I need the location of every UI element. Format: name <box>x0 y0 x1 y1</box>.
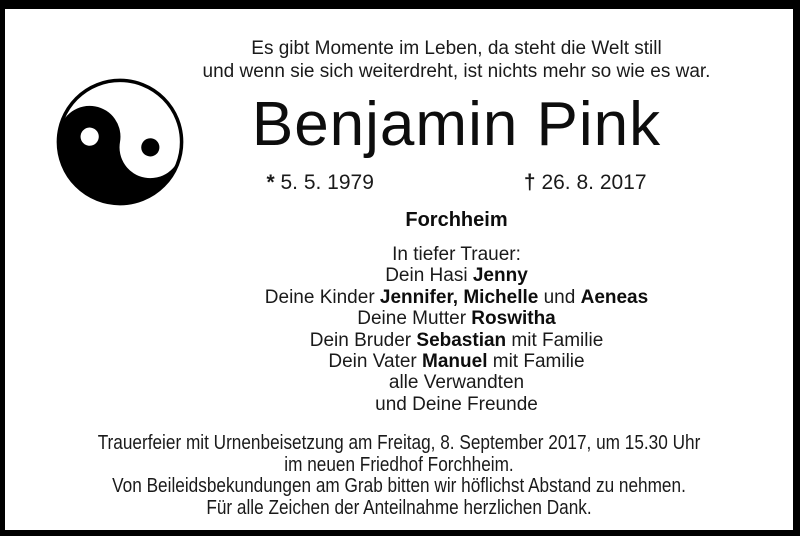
mourning-text: Deine Kinder <box>264 286 380 308</box>
mourning-text: Dein Hasi <box>385 265 473 287</box>
birth-date <box>266 171 373 195</box>
mourning-text: Deine Mutter <box>357 308 472 330</box>
mourning-name: Roswitha <box>471 308 556 330</box>
mourning-lines <box>120 265 793 415</box>
funeral-line: Für alle Zeichen der Anteilnahme herzlichen Dank. <box>206 496 592 519</box>
mourning-line <box>120 330 793 351</box>
quote-line-2: und wenn sie sich weiterdreht, ist nichts mehr so wie es war. <box>202 61 711 82</box>
death-date <box>524 171 647 195</box>
mourning-text: und Deine Freunde <box>375 393 538 415</box>
mourning-text: mit Familie <box>487 351 585 373</box>
mourning-text: alle Verwandten <box>388 372 525 394</box>
mourning-name: Manuel <box>422 351 488 373</box>
birth-date-value: 5. 5. 1979 <box>280 171 374 194</box>
mourning-name: Jennifer, Michelle <box>379 286 539 308</box>
life-dates <box>5 171 793 195</box>
funeral-line: Trauerfeier mit Urnenbeisetzung am Freitag, 8. September 2017, um 15.30 Uhr <box>97 432 701 454</box>
mourning-name: Sebastian <box>416 329 507 351</box>
mourning-line <box>120 351 793 372</box>
city-name: Forchheim <box>405 209 508 231</box>
quote-line-1: Es gibt Momente im Leben, da steht die Welt still <box>251 38 662 59</box>
mourning-name: Jenny <box>472 265 528 287</box>
mourning-line <box>120 287 793 308</box>
funeral-info <box>60 433 738 519</box>
mourning-text: und <box>538 286 581 308</box>
birth-star-symbol: * <box>266 171 275 194</box>
mourning-name: Aeneas <box>580 286 649 308</box>
funeral-line: im neuen Friedhof Forchheim. <box>284 453 514 476</box>
mourning-text: Dein Bruder <box>309 329 417 351</box>
death-cross-symbol: † <box>523 171 536 194</box>
mourning-line <box>120 394 793 415</box>
mourning-text: mit Familie <box>506 329 604 351</box>
funeral-line: Von Beileidsbekundungen am Grab bitten wir höflichst Abstand zu nehmen. <box>112 475 686 497</box>
mourning-intro: In tiefer Trauer: <box>392 244 521 265</box>
mourning-section <box>5 244 793 415</box>
death-date-value: 26. 8. 2017 <box>541 171 647 194</box>
mourning-line <box>120 265 793 286</box>
deceased-name: Benjamin Pink <box>251 90 662 159</box>
mourning-line <box>120 372 793 393</box>
mourning-line <box>120 308 793 329</box>
mourning-text: Dein Vater <box>328 351 423 373</box>
